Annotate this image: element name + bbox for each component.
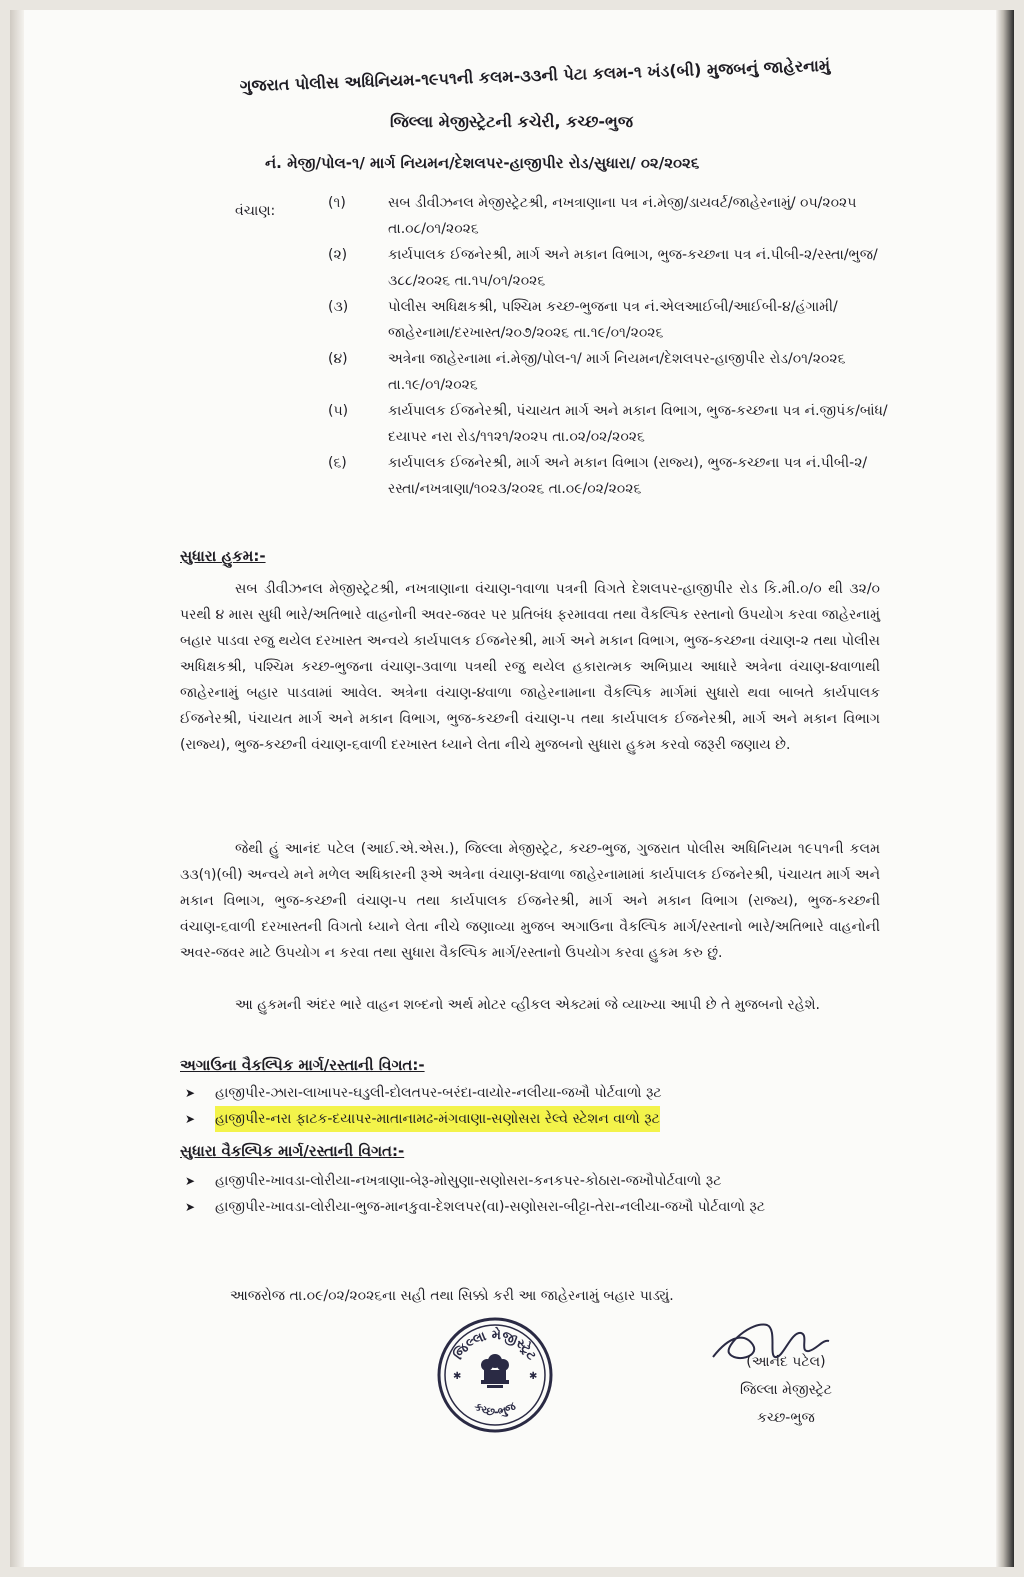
reading-text: પોલીસ અધિક્ષકશ્રી, પશ્ચિમ કચ્છ-ભુજના પત્ર નં.એલઆઈબી/આઈબી-૪/હંગામી/જાહેરનામા/દરખાસ્ત/૨૦૭/૨૦૨૬ તા.૧૯/૦૧/૨૦૨૬ <box>388 299 838 341</box>
signer-name: (આનંદ પટેલ) <box>746 1354 826 1370</box>
signature-block <box>740 1348 832 1432</box>
office-name: જિલ્લા મેજીસ્ટ્રેટની કચેરી, કચ્છ-ભુજ <box>390 112 633 131</box>
reading-item <box>328 398 888 450</box>
notification-title: ગુજરાત પોલીસ અધિનિયમ-૧૯૫૧ની કલમ-૩૩ની પેટા કલમ-૧ ખંડ(બી) મુજબનું જાહેરનામું <box>239 55 831 96</box>
reading-text: સબ ડીવીઝનલ મેજીસ્ટ્રેટશ્રી, નખત્રાણાના પત્ર નં.મેજી/ડાયવર્ટ/જાહેરનામું/ ૦૫/૨૦૨૫ તા.૦૮/૦૧/૨૦૨૬ <box>388 195 857 237</box>
reading-text: કાર્યપાલક ઈજનેરશ્રી, માર્ગ અને મકાન વિભાગ, ભુજ-કચ્છના પત્ર નં.પીબી-૨/રસ્તા/ભુજ/૩૮૮/૨૦૨૬ તા.૧૫/૦૧/૨૦૨૬ <box>388 247 878 289</box>
order-paragraph-1: સબ ડીવીઝનલ મેજીસ્ટ્રેટશ્રી, નખત્રાણાના વંચાણ-૧વાળા પત્રની વિગતે દેશલપર-હાજીપીર રોડ કિ.મી.૦/૦ થી ૩૨/૦ પરથી ૪ માસ સુધી ભારે/અતિભારે વાહનોની અવર-જવર પર પ્રતિબંધ ફરમાવવા તથા વૈકલ્પિક રસ્તાનો ઉપયોગ કરવા જાહેરનામું બહાર પાડવા રજુ થયેલ દરખાસ્ત અન્વયે કાર્યપાલક ઈજનેરશ્રી, માર્ગ અને મકાન વિભાગ, ભુજ-કચ્છના વંચાણ-૨ તથા પોલીસ અધિક્ષકશ્રી, પશ્ચિમ કચ્છ-ભુજના વંચાણ-૩વાળા પત્રથી રજુ થયેલ હકારાત્મક અભિપ્રાય આધારે અત્રેના વંચાણ-૪વાળાથી જાહેરનામું બહાર પાડવામાં આવેલ. અત્રેના વંચાણ-૪વાળા જાહેરનામાના વૈકલ્પિક માર્ગમાં સુધારો થવા બાબતે કાર્યપાલક ઈજનેરશ્રી, પંચાયત માર્ગ અને મકાન વિભાગ, ભુજ-કચ્છની વંચાણ-૫ તથા કાર્યપાલક ઈજનેરશ્રી, માર્ગ અને મકાન વિભાગ (રાજ્ય), ભુજ-કચ્છની વંચાણ-૬વાળી દરખાસ્ત ધ્યાને લેતા નીચે મુજબનો સુધારા હુકમ કરવો જરૂરી જણાય છે. <box>180 581 880 753</box>
seal-top-text: જિલ્લા મેજીસ્ટ્રેટ <box>451 1327 539 1363</box>
route-item <box>185 1080 885 1106</box>
previous-routes-heading: અગાઉના વૈકલ્પિક માર્ગ/રસ્તાની વિગત:- <box>180 1056 425 1074</box>
reading-number: (૪) <box>328 351 348 367</box>
route-text: હાજીપીર-ઝારા-લાખાપર-ઘડુલી-દોલતપર-બરંદા-વાયોર-નલીયા-જખૌ પોર્ટવાળો રૂટ <box>215 1085 662 1101</box>
reference-number: નં. મેજી/પોલ-૧/ માર્ગ નિયમન/દેશલપર-હાજીપીર રોડ/સુધારા/ ૦૨/૨૦૨૬ <box>265 154 700 172</box>
route-text: હાજીપીર-ખાવડા-લોરીયા-નખત્રાણા-બેરૂ-મોસુણા-સણોસરા-કનકપર-કોઠારા-જખૌપોર્ટવાળો રૂટ <box>215 1173 722 1189</box>
order-heading: સુધારા હુકમ:- <box>180 547 266 565</box>
reading-item <box>328 190 888 242</box>
readings-list <box>328 190 888 502</box>
reading-number: (૬) <box>328 455 347 471</box>
signer-title: જિલ્લા મેજીસ્ટ્રેટ <box>740 1382 832 1398</box>
revised-routes-list <box>185 1168 885 1220</box>
reading-text: અત્રેના જાહેરનામા નં.મેજી/પોલ-૧/ માર્ગ નિયમન/દેશલપર-હાજીપીર રોડ/૦૧/૨૦૨૬ તા.૧૯/૦૧/૨૦૨૬ <box>388 351 846 393</box>
reading-item <box>328 242 888 294</box>
revised-routes-heading: સુધારા વૈકલ્પિક માર્ગ/રસ્તાની વિગત:- <box>180 1142 405 1160</box>
dated-line: આજરોજ તા.૦૯/૦૨/૨૦૨૬ના સહી તથા સિક્કો કરી આ જાહેરનામું બહાર પાડ્યું. <box>230 1288 674 1304</box>
reading-number: (૫) <box>328 403 349 419</box>
svg-text:✱: ✱ <box>453 1371 462 1382</box>
national-emblem-icon <box>481 1354 509 1388</box>
arrow-bullet-icon: ➤ <box>185 1174 196 1188</box>
route-item <box>185 1106 885 1132</box>
order-paragraph-2: જેથી હું આનંદ પટેલ (આઈ.એ.એસ.), જિલ્લા મેજીસ્ટ્રેટ, કચ્છ-ભુજ, ગુજરાત પોલીસ અધિનિયમ ૧૯૫૧ની કલમ ૩૩(૧)(બી) અન્વયે મને મળેલ અધિકારની રૂએ અત્રેના વંચાણ-૪વાળા જાહેરનામામાં કાર્યપાલક ઈજનેરશ્રી, પંચાયત માર્ગ અને મકાન વિભાગ, ભુજ-કચ્છની વંચાણ-૫ તથા કાર્યપાલક ઈજનેરશ્રી, માર્ગ અને મકાન વિભાગ (રાજ્ય), ભુજ-કચ્છની વંચાણ-૬વાળી દરખાસ્તની વિગતો ધ્યાને લેતા નીચે જણાવ્યા મુજબ અગાઉના વૈકલ્પિક માર્ગ/રસ્તાનો ભારે/અતિભારે વાહનોની અવર-જવર માટે ઉપયોગ ન કરવા તથા સુધારા વૈકલ્પિક માર્ગ/રસ્તાનો ઉપયોગ કરવા હુકમ કરુ છું. <box>180 841 880 961</box>
signer-place: કચ્છ-ભુજ <box>757 1410 815 1426</box>
arrow-bullet-icon: ➤ <box>185 1086 196 1100</box>
svg-text:✱: ✱ <box>529 1371 538 1382</box>
document-page <box>10 10 1014 1567</box>
svg-text:કચ્છ-ભુજ <box>472 1399 519 1418</box>
arrow-bullet-icon: ➤ <box>185 1112 196 1126</box>
readings-label: વંચાણ: <box>235 203 276 219</box>
reading-number: (૧) <box>328 195 346 211</box>
district-magistrate-seal-icon <box>435 1315 555 1435</box>
reading-text: કાર્યપાલક ઈજનેરશ્રી, માર્ગ અને મકાન વિભાગ (રાજ્ય), ભુજ-કચ્છના પત્ર નં.પીબી-૨/રસ્તા/નખત્રાણા/૧૦૨૩/૨૦૨૬ તા.૦૯/૦૨/૨૦૨૬ <box>388 455 868 497</box>
reading-item <box>328 450 888 502</box>
reading-text: કાર્યપાલક ઈજનેરશ્રી, પંચાયત માર્ગ અને મકાન વિભાગ, ભુજ-કચ્છના પત્ર નં.જીપંક/બાંધ/દયાપર નરા રોડ/૧૧૨૧/૨૦૨૫ તા.૦૨/૦૨/૨૦૨૬ <box>388 403 888 445</box>
highlighted-route-text: હાજીપીર-નરા ફાટક-દયાપર-માતાનામઢ-મંગવાણા-સણોસરા રેલ્વે સ્ટેશન વાળો રૂટ <box>215 1106 660 1132</box>
route-text: હાજીપીર-ખાવડા-લોરીયા-ભુજ-માનકુવા-દેશલપર(વા)-સણોસરા-બીટ્ટા-તેરા-નલીયા-જખૌ પોર્ટવાળો રૂટ <box>215 1199 765 1215</box>
reading-number: (૨) <box>328 247 348 263</box>
arrow-bullet-icon: ➤ <box>185 1200 196 1214</box>
route-item <box>185 1168 885 1194</box>
reading-item <box>328 294 888 346</box>
seal-bottom-text: કચ્છ-ભુજ <box>471 1399 519 1419</box>
route-item <box>185 1194 885 1220</box>
previous-routes-list <box>185 1080 885 1132</box>
reading-number: (૩) <box>328 299 349 315</box>
order-paragraph-3: આ હુકમની અંદર ભારે વાહન શબ્દનો અર્થ મોટર વ્હીકલ એક્ટમાં જે વ્યાખ્યા આપી છે તે મુજબનો રહેશે. <box>235 997 820 1013</box>
reading-item <box>328 346 888 398</box>
